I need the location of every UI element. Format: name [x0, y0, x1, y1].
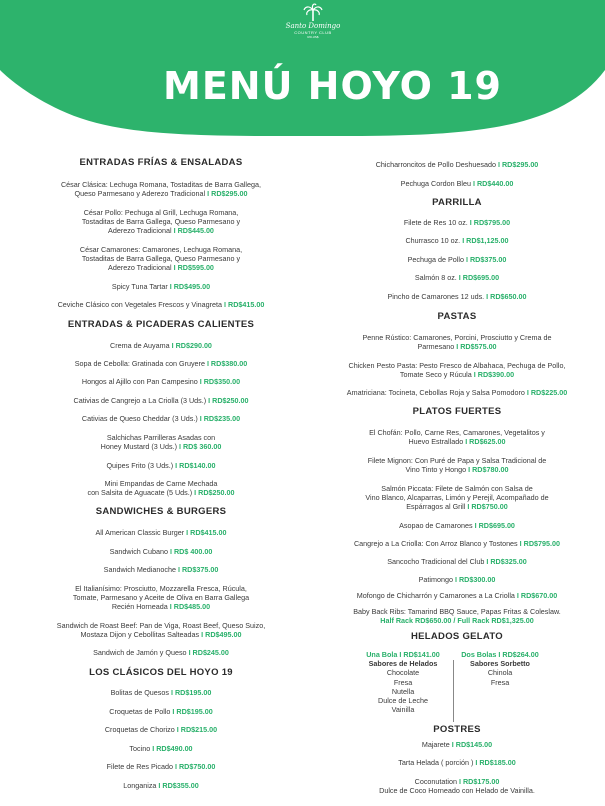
item-price: I RD$295.00 [497, 160, 539, 169]
item-price: I RD$225.00 [526, 388, 568, 397]
item-text: Filete de Res Picado [106, 762, 175, 771]
item-text: Longaniza [123, 781, 159, 790]
item-price: I RD$245.00 [188, 648, 229, 657]
postres-title: POSTRES [433, 724, 481, 735]
item-text: César Camarones: Camarones, Lechuga Romana, [79, 245, 243, 254]
item-price: I RD$650.00 [486, 292, 527, 301]
item-price: I RD$595.00 [173, 263, 214, 273]
entradas-calientes-item [38, 433, 284, 451]
entradas-frias-item [38, 208, 284, 236]
item-price: I RD$415.00 [186, 528, 227, 537]
item-text: All American Classic Burger [95, 528, 187, 537]
parrilla-item [330, 292, 584, 301]
entradas-calientes-item [38, 461, 284, 470]
postres-item [330, 740, 584, 749]
item-price: I RD$415.00 [224, 300, 265, 309]
item-price: I RD$375.00 [465, 255, 507, 264]
item-text: El Italianísimo: Prosciutto, Mozzarella Fresca, Rúcula, [75, 584, 247, 593]
item-price: I RD$485.00 [169, 602, 211, 612]
clasicos-item [38, 707, 284, 716]
flavor: Chocolate [386, 668, 420, 678]
item-text: Sandwich de Jamón y Queso [93, 648, 189, 657]
item-text: Filete de Res 10 oz. [403, 218, 470, 227]
item-text: Pechuga de Pollo [407, 255, 466, 264]
item-price: I RD$380.00 [206, 359, 248, 368]
platos-fuertes-item [330, 539, 584, 548]
flavor: Fresa [393, 677, 413, 687]
item-text: Mofongo de Chicharrón y Camarones a La Criolla [356, 591, 517, 600]
clasicos-item [38, 725, 284, 734]
item-price: I RD$290.00 [171, 341, 212, 350]
pastas-title: PASTAS [437, 311, 477, 322]
item-price: I RD$145.00 [451, 740, 493, 749]
sandwiches-title: SANDWICHES & BURGERS [95, 506, 227, 517]
item-text: Sandwich de Roast Beef: Pan de Viga, Roast Beef, Queso Suizo, [56, 621, 266, 630]
item-price: I RD$355.00 [158, 781, 199, 790]
platos-fuertes-item [330, 456, 584, 474]
sandwiches-item [38, 565, 284, 574]
flavor: Vainilla [391, 705, 415, 715]
platos-fuertes-title: PLATOS FUERTES [412, 406, 502, 417]
entradas-calientes-item [38, 341, 284, 350]
palm-tree-icon [303, 2, 323, 22]
clasicos-item [38, 688, 284, 697]
item-text: Tomate Seco y Rúcula [399, 370, 474, 380]
item-text: Tomate, Parmesano y Aceite de Oliva en Barra Gallega [72, 593, 250, 603]
item-text: Espárragos al Grill [406, 502, 468, 512]
gelato-right [458, 650, 542, 687]
item-price: I RD$625.00 [465, 437, 506, 447]
price-separator: / [451, 616, 458, 626]
parrilla-title: PARRILLA [432, 197, 482, 208]
flavor: Fresa [490, 677, 510, 687]
pastas-item [330, 388, 584, 397]
logo-club: COUNTRY CLUB [294, 30, 332, 35]
item-text: Cativias de Queso Cheddar (3 Uds.) [81, 414, 200, 423]
gelato-divider [453, 660, 454, 722]
item-text: Chicharroncitos de Pollo Deshuesado [375, 160, 498, 169]
item-text: Croquetas de Chorizo [104, 725, 177, 734]
item-text: César Clásica: Lechuga Romana, Tostaditas de Barra Gallega, [60, 180, 262, 189]
item-text: Baby Back Ribs: Tamarind BBQ Sauce, Papas Fritas & Coleslaw. [353, 607, 561, 616]
item-price: I RD$295.00 [207, 189, 248, 199]
item-price: I RD$ 400.00 [169, 547, 213, 556]
entradas-frias-item [38, 300, 284, 309]
parrilla-item [330, 236, 584, 245]
item-price: I RD$350.00 [199, 377, 241, 386]
entradas-calientes-item [38, 396, 284, 405]
item-price: I RD$ 360.00 [178, 442, 222, 452]
sandwiches-item [38, 648, 284, 657]
parrilla-item [330, 273, 584, 282]
sandwiches-item [38, 547, 284, 556]
item-text: César Pollo: Pechuga al Grill, Lechuga Romana, [83, 208, 239, 217]
item-text: Aderezo Tradicional [108, 263, 174, 273]
item-text: Recién Horneada [111, 602, 170, 612]
item-text: Coconutation [414, 777, 459, 786]
pastas-item [330, 333, 584, 351]
item-price: I RD$750.00 [174, 762, 216, 771]
parrilla-item [330, 255, 584, 264]
entradas-calientes-item [38, 359, 284, 368]
item-note: Dulce de Coco Horneado con Helado de Vainilla. [379, 786, 535, 796]
gelato-subtitle: Sabores Sorbetto [470, 659, 530, 669]
item-price: I RD$795.00 [519, 539, 561, 548]
item-price: I RD$375.00 [177, 565, 219, 574]
clasicos-item [38, 781, 284, 790]
item-text: Asopao de Camarones [399, 521, 475, 530]
item-text: Tostaditas de Barra Gallega, Queso Parmesano y [81, 217, 241, 227]
item-price: I RD$695.00 [474, 521, 515, 530]
item-text: Tarta Helada ( porción ) [398, 758, 476, 767]
item-price: I RD$390.00 [473, 370, 515, 380]
clasicos-title: LOS CLÁSICOS DEL HOYO 19 [89, 667, 233, 678]
gelato-price: Dos Bolas I RD$264.00 [461, 650, 539, 659]
entradas-frias-item [38, 282, 284, 291]
entradas-frias-item [38, 180, 284, 198]
platos-fuertes-item [330, 484, 584, 512]
header-banner [0, 0, 605, 150]
flavor: Chinola [487, 668, 513, 678]
item-text: Ceviche Clásico con Vegetales Frescos y Vinagreta [57, 300, 225, 309]
entradas-frias-title: ENTRADAS FRÍAS & ENSALADAS [79, 157, 243, 168]
club-logo [281, 0, 345, 44]
item-price: I RD$215.00 [176, 725, 218, 734]
item-text: Tostaditas de Barra Gallega, Queso Parmesano y [81, 254, 241, 264]
platos-fuertes-item [330, 428, 584, 446]
item-price: I RD$780.00 [468, 465, 509, 475]
flavor: Nutella [391, 686, 415, 696]
item-text: Queso Parmesano y Aderezo Tradicional [74, 189, 208, 199]
postres-item [330, 758, 584, 767]
item-price: I RD$250.00 [194, 488, 235, 498]
item-price: I RD$495.00 [201, 630, 242, 640]
item-text: Patimongo [418, 575, 455, 584]
item-text: Vino Tinto y Hongo [405, 465, 469, 475]
entradas-calientes-title: ENTRADAS & PICADERAS CALIENTES [67, 319, 255, 330]
right-top-item [330, 160, 584, 169]
item-price: I RD$575.00 [456, 342, 497, 352]
gelato-left [360, 650, 446, 714]
gelato-block [330, 650, 584, 720]
item-price: I RD$490.00 [152, 744, 193, 753]
item-text: Croquetas de Pollo [109, 707, 173, 716]
platos-fuertes-item [330, 557, 584, 566]
item-price: I RD$195.00 [172, 707, 213, 716]
bbq-item [330, 607, 584, 625]
item-price: I RD$235.00 [199, 414, 241, 423]
item-text: Pechuga Cordon Bleu [400, 179, 473, 188]
item-text: Cangrejo a La Criolla: Con Arroz Blanco y Tostones [353, 539, 520, 548]
item-text: Amatriciana: Tocineta, Cebollas Roja y Salsa Pomodoro [346, 388, 527, 397]
item-text: Huevo Estrallado [408, 437, 466, 447]
logo-sub: RD-US$ [307, 35, 319, 39]
gelato-subtitle: Sabores de Helados [368, 659, 438, 669]
item-text: El Chofán: Pollo, Carne Res, Camarones, Vegetalitos y [369, 428, 545, 437]
item-text: Salmón Piccata: Filete de Salmón con Salsa de [381, 484, 533, 493]
item-text: Cativias de Cangrejo a La Criolla (3 Uds.) [73, 396, 209, 405]
item-price: I RD$185.00 [475, 758, 516, 767]
item-price: I RD$445.00 [173, 226, 214, 236]
item-text: Sandwich Cubano [109, 547, 170, 556]
postres-item [330, 777, 584, 795]
sandwiches-item [38, 584, 284, 612]
item-text: Crema de Auyama [110, 341, 172, 350]
entradas-calientes-item [38, 377, 284, 386]
item-text: Mostaza Dijon y Cebollitas Salteadas [80, 630, 202, 640]
item-text: Honey Mustard (3 Uds.) [100, 442, 179, 452]
item-text: Sopa de Cebolla: Gratinada con Gruyere [74, 359, 207, 368]
item-price: I RD$195.00 [170, 688, 212, 697]
item-price: I RD$670.00 [516, 591, 558, 600]
item-price: Full Rack RD$1,325.00 [457, 616, 534, 626]
clasicos-item [38, 744, 284, 753]
right-top-item [330, 179, 584, 188]
item-price: Half Rack RD$650.00 [380, 616, 452, 626]
logo-script: Santo Domingo [285, 22, 341, 30]
platos-fuertes-item [330, 575, 584, 584]
item-price: I RD$695.00 [458, 273, 500, 282]
sandwiches-item [38, 621, 284, 639]
item-text: Penne Rústico: Camarones, Porcini, Prosciutto y Crema de [362, 333, 552, 342]
item-price: I RD$795.00 [469, 218, 511, 227]
item-price: I RD$250.00 [208, 396, 249, 405]
item-price: I RD$1,125.00 [462, 236, 509, 245]
item-text: Sandwich Medianoche [103, 565, 178, 574]
item-text: Aderezo Tradicional [108, 226, 174, 236]
item-price: I RD$175.00 [459, 777, 500, 786]
item-text: Hongos al Ajillo con Pan Campesino [81, 377, 200, 386]
item-text: Salchichas Parrilleras Asadas con [106, 433, 216, 442]
entradas-frias-item [38, 245, 284, 273]
item-text: Pincho de Camarones 12 uds. [387, 292, 487, 301]
item-text: Chicken Pesto Pasta: Pesto Fresco de Albahaca, Pechuga de Pollo, [348, 361, 566, 370]
item-text: Filete Mignon: Con Puré de Papa y Salsa Tradicional de [367, 456, 547, 465]
sandwiches-item [38, 528, 284, 537]
item-text: Mini Empandas de Carne Mechada [104, 479, 218, 488]
pastas-item [330, 361, 584, 379]
item-text: Spicy Tuna Tartar [111, 282, 170, 291]
item-price: I RD$140.00 [175, 461, 216, 470]
gelato-title: HELADOS GELATO [411, 631, 503, 642]
item-text: Parmesano [417, 342, 457, 352]
item-text: Majarete [421, 740, 452, 749]
item-price: I RD$495.00 [169, 282, 211, 291]
item-text: Bolitas de Quesos [110, 688, 171, 697]
item-text: Tocino [129, 744, 153, 753]
platos-fuertes-item [330, 591, 584, 600]
page-title: MENÚ HOYO 19 [163, 64, 502, 108]
item-text: con Salsita de Aguacate (5 Uds.) [87, 488, 195, 498]
item-text: Quipes Frito (3 Uds.) [106, 461, 176, 470]
entradas-calientes-item [38, 479, 284, 497]
item-text: Churrasco 10 oz. [405, 236, 463, 245]
item-text: Sancocho Tradicional del Club [387, 557, 487, 566]
gelato-price: Una Bola I RD$141.00 [366, 650, 440, 659]
item-price: I RD$440.00 [472, 179, 514, 188]
item-text: Salmón 8 oz. [414, 273, 459, 282]
entradas-calientes-item [38, 414, 284, 423]
parrilla-item [330, 218, 584, 227]
platos-fuertes-item [330, 521, 584, 530]
item-price: I RD$300.00 [455, 575, 496, 584]
item-price: I RD$750.00 [467, 502, 508, 512]
flavor: Dulce de Leche [378, 696, 428, 706]
item-text: Vino Blanco, Alcaparras, Limón y Perejil, Acompañado de [365, 493, 549, 503]
clasicos-item [38, 762, 284, 771]
item-price: I RD$325.00 [486, 557, 527, 566]
